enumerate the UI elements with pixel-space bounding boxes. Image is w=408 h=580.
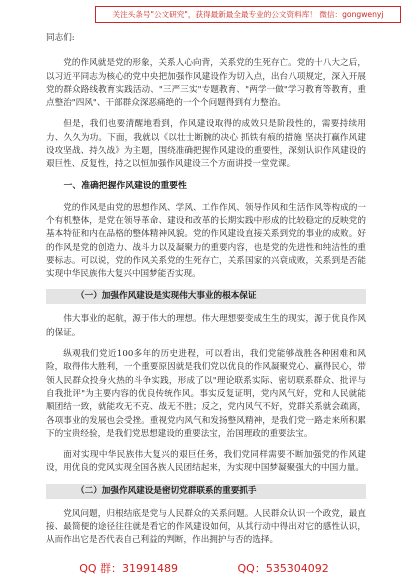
- paragraph-definition: 党的作风是由党的思想作风、学风、工作作风、领导作风和生活作风等构成的一个有机整体，是党在领导革命、建设和改革的长期实践中形成的比较稳定的反映党的基本特征和内在品格的整体精神风貌。党的作风建设直接关系到党的事业的成败。好的作风是党的创造力、战斗力以及凝聚力的重要内容，也是党的先进性和纯洁性的重要标志。可以说，党的作风关系党的生死存亡，关系国家的兴衰成败，关系到是否能实现中华民族伟大复兴中国梦能否实现。: [46, 202, 366, 280]
- qq-number: QQ：535304092: [237, 562, 329, 575]
- paragraph-outline: 但是，我们也要清醒地看到，作风建设取得的成效只是阶段性的，需要持续用力、久久为功。下面，我就以《以壮士断腕的决心 抓铁有痕的措施 坚决打赢作风建设攻坚战、持久战》为主题，围绕准确把握作风建设的重要性，深刻认识作风建设的艰巨性、反复性，持之以恒加强作风建设三个方面讲授一堂党课。: [46, 119, 366, 170]
- greeting: 同志们:: [46, 33, 75, 43]
- paragraph-task: 面对实现中华民族伟大复兴的艰巨任务，我们党同样需要不断加强党的作风建设，用优良的党风实现全国各族人民团结起来，为实现中国梦凝聚强大的中国力量。: [46, 450, 366, 474]
- subsection-heading: （一）加强作风建设是实现伟大事业的根本保证: [46, 289, 366, 304]
- paragraph-intro: 党的作风就是党的形象，关系人心向背，关系党的生死存亡。党的十八大之后，以习近平同志为核心的党中央把加强作风建设作为切入点，出台八项规定，深入开展党的群众路线教育实践活动、"三严三实"专题教育、"两学一做"学习教育等教育，重点整治"四风"、干部群众深恶痛绝的一个个问题得到有力整治。: [46, 58, 366, 109]
- paragraph-relationship: 党风问题，归根结底是党与人民群众的关系问题。人民群众认识一个政党，最直接、最简便的途径往往就是看它的作风建设如何，从其行动中得出对它的感性认识，从而作出它是否代表自己利益的判断，作出拥护与否的选择。: [46, 508, 366, 546]
- promo-banner: 关注头条号"公文研究"，获得最新最全最专业的公文资料库！ 微信：gongwenyj: [95, 6, 401, 23]
- paragraph-history: 纵观我们党近100多年的历史进程，可以看出，我们党能够战胜各种困难和风险，取得伟大胜利，一个重要原因就是我们党以优良的作风凝聚党心、赢得民心，带领人民群众投身火热的斗争实践，形成了以"理论联系实际、密切联系群众、批评与自我批评"为主要内容的优良传统作风。事实反复证明，党内风气好，党和人民就能顺团结一致，就能攻无不克、战无不胜；反之，党内风气不好，党群关系就会疏离，各项事业的发展也会受挫。重视党内风气和发扬整风精神，是我们党一路走来所积累下的宝贵经验，是我们党思想建设的重要法宝，治国理政的重要法宝。: [46, 349, 366, 439]
- paragraph-ideal: 伟大事业的起航，源于伟大的理想。伟大理想要变成生生的现实，源于优良作风的保证。: [46, 314, 366, 338]
- qq-group: QQ 群：31991489: [79, 562, 178, 575]
- contact-footer: [0, 560, 408, 576]
- subsection-heading: （二）加强作风建设是密切党群联系的重要抓手: [46, 484, 366, 499]
- document-body: [46, 32, 366, 556]
- section-heading: 一、准确把握作风建设的重要性: [63, 180, 187, 191]
